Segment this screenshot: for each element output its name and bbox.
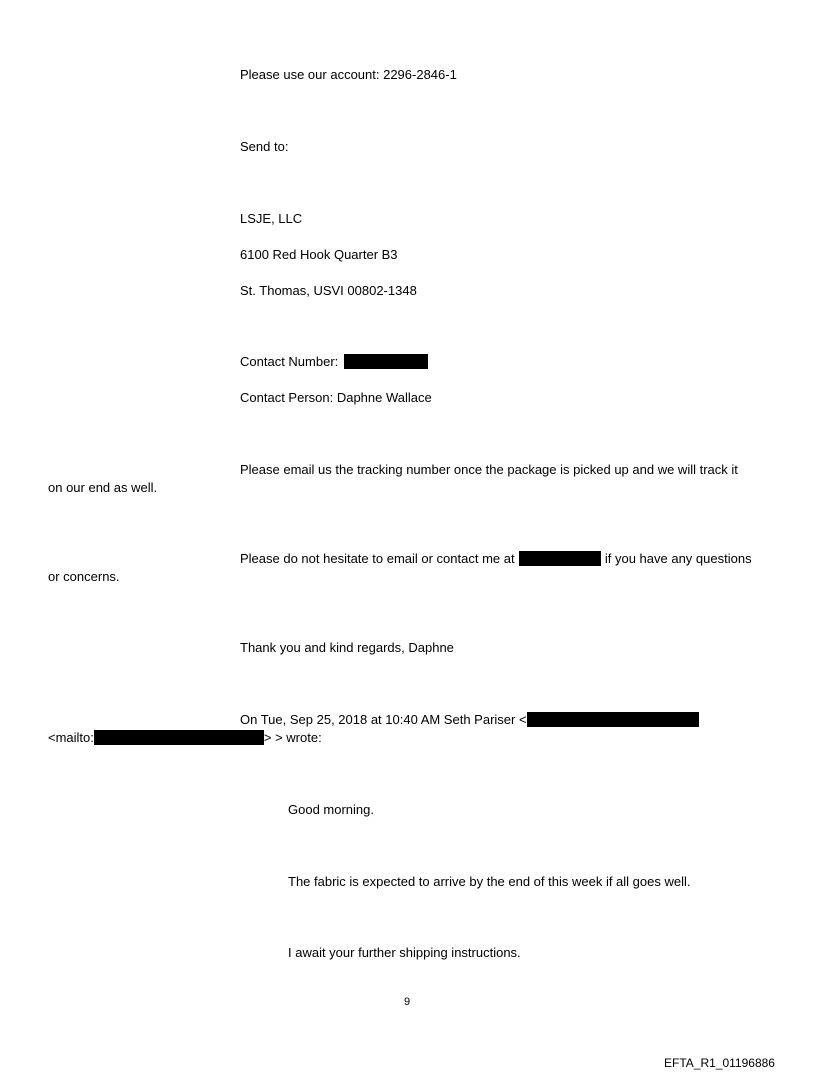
hesitate-text-after: if you have any questions bbox=[604, 551, 752, 566]
tracking-line-1: Please email us the tracking number once the package is picked up and we will track it bbox=[240, 462, 738, 477]
address-name: LSJE, LLC bbox=[240, 211, 303, 226]
document-id: EFTA_R1_01196886 bbox=[664, 1056, 775, 1070]
account-line: Please use our account: 2296-2846-1 bbox=[240, 67, 457, 82]
redaction-box bbox=[519, 551, 601, 566]
contact-number-line bbox=[240, 354, 428, 370]
hesitate-text-before: Please do not hesitate to email or contact me at bbox=[240, 551, 515, 566]
send-to-label: Send to: bbox=[240, 139, 289, 154]
quote-header-text: On Tue, Sep 25, 2018 at 10:40 AM Seth Pariser < bbox=[240, 712, 527, 727]
hesitate-line-1 bbox=[240, 551, 752, 567]
redaction-box bbox=[94, 730, 264, 745]
address-street: 6100 Red Hook Quarter B3 bbox=[240, 247, 398, 262]
address-city: St. Thomas, USVI 00802-1348 bbox=[240, 283, 417, 298]
wrote-text: > > wrote: bbox=[263, 730, 322, 745]
mailto-text: <mailto: bbox=[48, 730, 94, 745]
tracking-line-2: on our end as well. bbox=[48, 480, 158, 495]
quoted-fabric: The fabric is expected to arrive by the end of this week if all goes well. bbox=[288, 874, 691, 889]
quoted-await: I await your further shipping instructions. bbox=[288, 945, 521, 960]
page-number: 9 bbox=[404, 996, 411, 1008]
redaction-box bbox=[344, 354, 428, 369]
quote-header-line-1 bbox=[240, 712, 699, 728]
hesitate-line-2: or concerns. bbox=[48, 569, 120, 584]
thanks-line: Thank you and kind regards, Daphne bbox=[240, 640, 454, 655]
contact-person: Contact Person: Daphne Wallace bbox=[240, 390, 432, 405]
contact-number-label: Contact Number: bbox=[240, 354, 339, 369]
quote-header-line-2 bbox=[48, 730, 322, 746]
redaction-box bbox=[527, 712, 699, 727]
quoted-greeting: Good morning. bbox=[288, 802, 374, 817]
